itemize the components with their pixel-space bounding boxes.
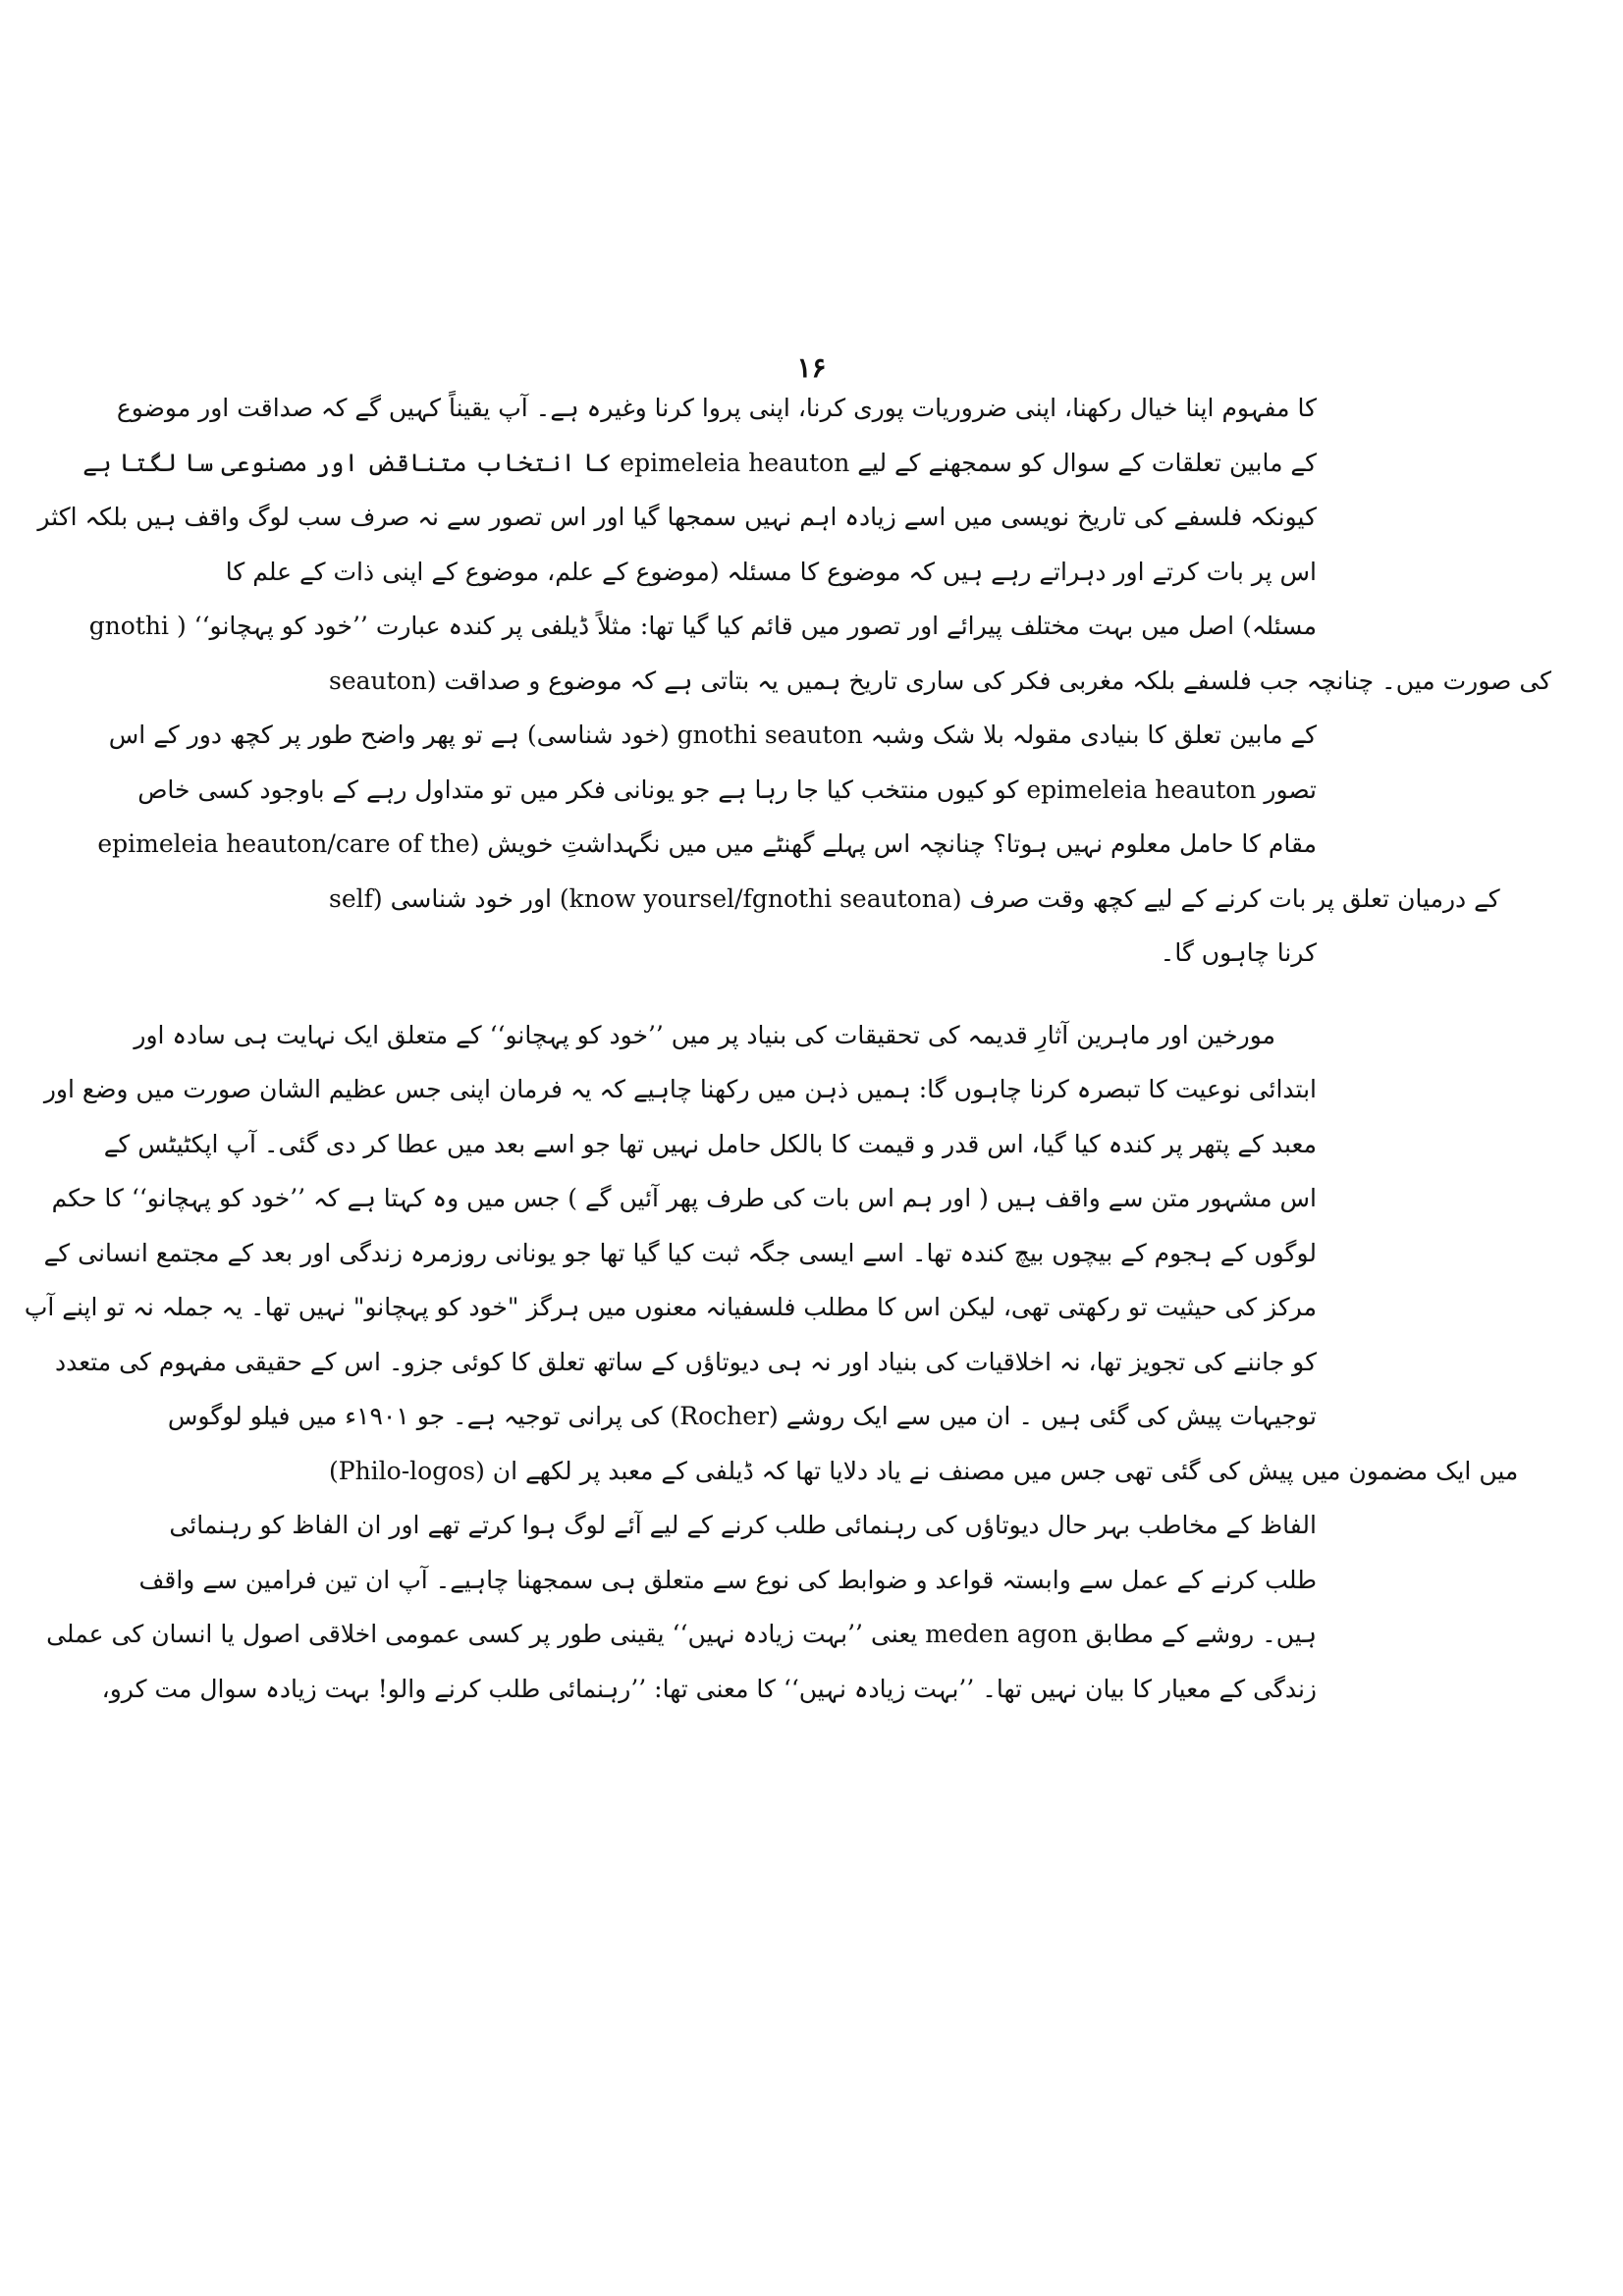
paragraph-gap [329, 981, 1317, 1008]
text-line: طلب کرنے کے عمل سے وابستہ قواعد و ضوابط کی نوع سے متعلق ہی سمجھنا چاہیے۔ آپ ان تین فرامین سے واقف [138, 1565, 1317, 1594]
text-line: کے مابین تعلق کا بنیادی مقولہ بلا شک وشبہ gnothi seauton (خود شناسی) ہے تو پھر واضح طور پر کچھ دور کے اس [108, 721, 1317, 749]
text-line: self) اور خود شناسی (know yoursel/fgnothi seautona) کے درمیان تعلق پر بات کرنے کے لیے کچھ وقت صرف [329, 883, 1500, 913]
text-line: الفاظ کے مخاطب بہر حال دیوتاؤں کی رہنمائی طلب کرنے کے لیے آئے لوگ ہوا کرتے تھے اور ان الفاظ کو رہنمائی [169, 1511, 1317, 1539]
text-line: ابتدائی نوعیت کا تبصرہ کرنا چاہوں گا: ہمیں ذہن میں رکھنا چاہیے کہ یہ فرمان اپنی جس عظیم الشان صورت میں وضع اور [43, 1075, 1317, 1103]
text-line: تصور epimeleia heauton کو کیوں منتخب کیا جا رہا ہے جو یونانی فکر میں تو متداول رہے کے باوجود کسی خاص [137, 774, 1317, 804]
text-line: کے مابین تعلقات کے سوال کو سمجھنے کے لیے epimeleia heauton کا انتخاب متناقض اور مصنوعی سا لگتا ہے [82, 448, 1317, 477]
paragraph [24, 1008, 1519, 1717]
text-line: (Philo-logos) میں ایک مضمون میں پیش کی گئی تھی جس میں مصنف نے یاد دلایا تھا کہ ڈیلفی کے معبد پر لکھے ان [329, 1456, 1519, 1485]
text-line: لوگوں کے ہجوم کے بیچوں بیچ کندہ تھا۔ اسے ایسی جگہ ثبت کیا گیا تھا جو یونانی روزمرہ زندگی اور بعد کے مجتمع انسانی کے [43, 1238, 1317, 1267]
text-line: مرکز کی حیثیت تو رکھتی تھی، لیکن اس کا مطلب فلسفیانہ معنوں میں ہرگز "خود کو پہچانو" نہیں تھا۔ یہ جملہ نہ تو اپنے آپ [24, 1293, 1317, 1321]
text-line: مقام کا حامل معلوم نہیں ہوتا؟ چنانچہ اس پہلے گھنٹے میں میں نگہداشتِ خویش (epimeleia heauton/care of the [97, 829, 1317, 858]
text-line: اس مشہور متن سے واقف ہیں ( اور ہم اس بات کی طرف پھر آئیں گے ) جس میں وہ کہتا ہے کہ ’’خود کو پہچانو‘‘ کا حکم [51, 1184, 1317, 1212]
paragraph [37, 381, 1552, 981]
text-line: زندگی کے معیار کا بیان نہیں تھا۔ ’’بہت زیادہ نہیں‘‘ کا معنی تھا: ’’رہنمائی طلب کرنے والو! بہت زیادہ سوال مت کرو، [101, 1674, 1317, 1703]
text-line: اس پر بات کرتے اور دہراتے رہے ہیں کہ موضوع کا مسئلہ (موضوع کے علم، موضوع کے اپنی ذات کے علم کا [225, 557, 1317, 586]
text-line: کو جاننے کی تجویز تھا، نہ اخلاقیات کی بنیاد اور نہ ہی دیوتاؤں کے ساتھ تعلق کا کوئی جزو۔ اس کے حقیقی مفہوم کی متعدد [54, 1347, 1317, 1376]
text-line: ہیں۔ روشے کے مطابق meden agon یعنی ’’بہت زیادہ نہیں‘‘ یقینی طور پر کسی عمومی اخلاقی اصول یا انسان کی عملی [46, 1620, 1317, 1648]
text-line: کیونکہ فلسفے کی تاریخ نویسی میں اسے زیادہ اہم نہیں سمجھا گیا اور اس تصور سے نہ صرف سب لوگ واقف ہیں بلکہ اکثر [37, 503, 1317, 531]
text-line: مورخین اور ماہرین آثارِ قدیمہ کی تحقیقات کی بنیاد پر میں ’’خود کو پہچانو‘‘ کے متعلق ایک نہایت ہی سادہ اور [134, 1020, 1275, 1049]
text-line: کرنا چاہوں گا۔ [1160, 938, 1317, 967]
page-body [24, 381, 1552, 1716]
text-line: seauton) کی صورت میں۔ چنانچہ جب فلسفے بلکہ مغربی فکر کی ساری تاریخ ہمیں یہ بتاتی ہے کہ موضوع و صداقت [329, 666, 1552, 695]
text-line: مسئلہ) اصل میں بہت مختلف پیرائے اور تصور میں قائم کیا گیا تھا: مثلاً ڈیلفی پر کندہ عبارت ’’خود کو پہچانو‘‘ ( gnothi [88, 612, 1317, 640]
page-number: ۱۶ [796, 351, 827, 384]
text-line: معبد کے پتھر پر کندہ کیا گیا، اس قدر و قیمت کا بالکل حامل نہیں تھا جو اسے بعد میں عطا کر دی گئی۔ آپ اپکٹیٹس کے [103, 1129, 1317, 1158]
text-line: توجیہات پیش کی گئی ہیں ۔ ان میں سے ایک روشے (Rocher) کی پرانی توجیہ ہے۔ جو ۱۹۰۱ء میں فیلو لوگوس [167, 1402, 1317, 1430]
text-line: کا مفہوم اپنا خیال رکھنا، اپنی ضروریات پوری کرنا، اپنی پروا کرنا وغیرہ ہے۔ آپ یقیناً کہیں گے کہ صداقت اور موضوع [116, 394, 1317, 422]
